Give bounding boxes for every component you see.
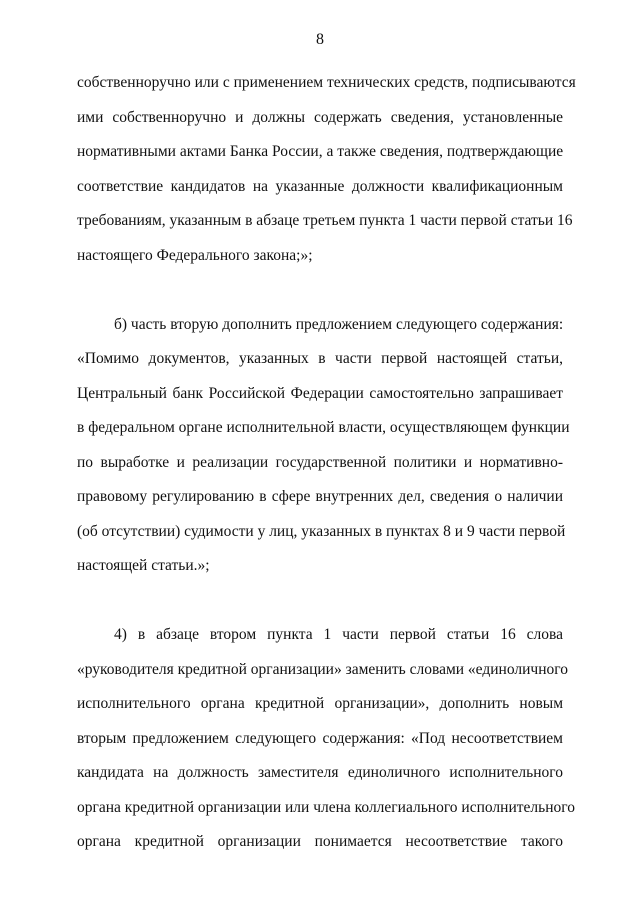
paragraph [77,73,576,280]
text-line: «руководителя кредитной организации» заменить словами «единоличного [77,660,568,678]
document-body [77,73,576,867]
text-line: (об отсутствии) судимости у лиц, указанных в пунктах 8 и 9 части первой [77,522,566,540]
paragraph [77,315,570,591]
text-line: требованиям, указанным в абзаце третьем пункта 1 части первой статьи 16 [77,212,573,229]
text-line: собственноручно или с применением технических средств, подписываются [77,74,576,91]
text-line: настоящей статьи.»; [77,557,210,574]
paragraph-gap [77,280,563,315]
text-line: соответствие кандидатов на указанные должности квалификационным [77,177,563,195]
text-line: исполнительного органа кредитной организации», дополнить новым [77,695,563,712]
page-number: 8 [316,31,324,48]
text-line: нормативными актами Банка России, а также сведения, подтверждающие [77,143,564,160]
text-line: настоящего Федерального закона;»; [77,246,313,264]
text-line: 4) в абзаце втором пункта 1 части первой статьи 16 слова [114,626,563,643]
text-line: ими собственноручно и должны содержать сведения, установленные [77,108,563,126]
text-line: Центральный банк Российской Федерации самостоятельно запрашивает [77,384,563,402]
text-line: б) часть вторую дополнить предложением следующего содержания: [114,315,564,333]
text-line: кандидата на должность заместителя единоличного исполнительного [77,764,563,781]
paragraph [77,625,575,867]
text-line: органа кредитной организации понимается несоответствие такого [77,833,563,850]
paragraph-gap [77,591,563,626]
text-line: правовому регулированию в сфере внутренних дел, сведения о наличии [77,488,563,505]
text-line: вторым предложением следующего содержания: «Под несоответствием [77,729,563,747]
text-line: органа кредитной организации или члена коллегиального исполнительного [77,798,575,816]
text-line: по выработке и реализации государственной политики и нормативно- [77,453,563,471]
text-line: «Помимо документов, указанных в части первой настоящей статьи, [77,350,563,367]
text-line: в федеральном органе исполнительной власти, осуществляющем функции [77,419,570,436]
